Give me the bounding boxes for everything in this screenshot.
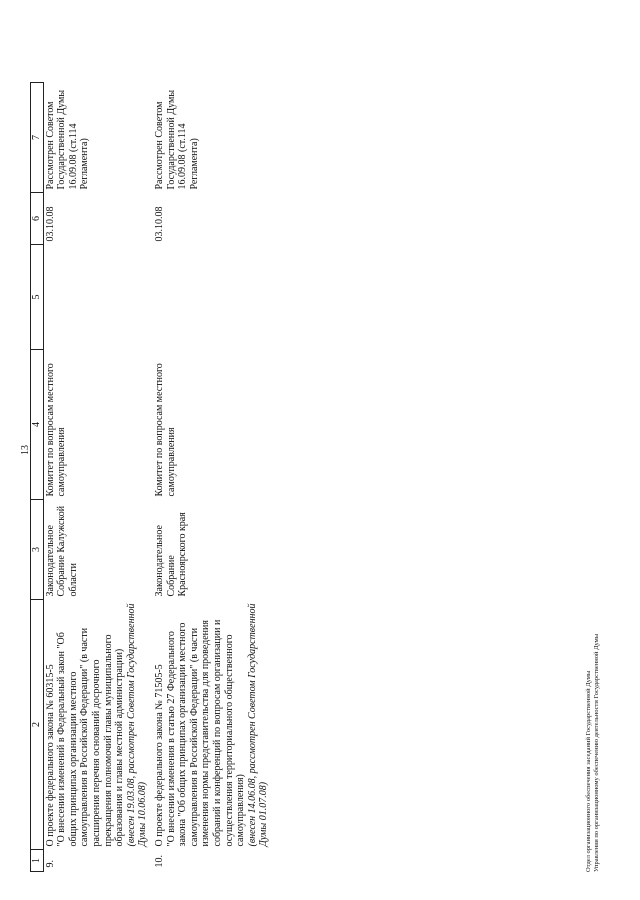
- table-row: [153, 83, 274, 872]
- committee-cell: Комитет по вопросам местного самоуправления: [153, 363, 177, 497]
- status-cell: Рассмотрен Советом Государственной Думы 16.09.08 (ст.114 Регламента): [153, 89, 200, 190]
- column-header: 1: [31, 850, 44, 872]
- page-number: 13: [20, 445, 31, 455]
- col5-cell: [153, 245, 274, 350]
- row-number: 9.: [44, 860, 56, 868]
- agenda-table: [30, 82, 274, 872]
- bill-description: "О внесении изменения в статью 27 Федерального закона "Об общих принципах организации местного самоуправления в Российской Федерации" (в части изменения нормы представительства для проведения собраний и конференций по вопросам организации и осуществления территориального общественного самоуправления): [165, 619, 247, 847]
- column-header: 6: [31, 193, 44, 245]
- column-header: 4: [31, 350, 44, 500]
- bill-note: (внесен 19.03.08, рассмотрен Советом Государственной Думы 10.06.08): [125, 603, 149, 847]
- bill-cell: [153, 600, 274, 850]
- row-number: 10.: [153, 855, 165, 868]
- column-header-row: [31, 83, 44, 872]
- bill-description: "О внесении изменений в Федеральный закон "Об общих принципах организации местного самоуправления в Российской Федерации" (в части расширения перечня оснований досрочного прекращения полномочий главы муниципального образования и главы местной администрации): [56, 627, 126, 847]
- column-header: 2: [31, 600, 44, 850]
- footer-line: Отдел организационного обеспечения заседаний Государственной Думы: [585, 670, 592, 872]
- column-header: 3: [31, 500, 44, 600]
- col5-cell: [43, 245, 153, 350]
- footer-department: [585, 634, 601, 872]
- status-cell: Рассмотрен Советом Государственной Думы 16.09.08 (ст.114 Регламента): [44, 89, 91, 190]
- table-row: [43, 83, 153, 872]
- initiator-cell: Законодательное Собрание Красноярского края: [153, 512, 189, 597]
- date-cell: 03.10.08: [153, 206, 165, 242]
- bill-title: О проекте федерального закона № 60315-5: [44, 664, 56, 847]
- column-header: 7: [31, 83, 44, 193]
- column-header: 5: [31, 245, 44, 350]
- bill-cell: [43, 600, 153, 850]
- committee-cell: Комитет по вопросам местного самоуправления: [44, 363, 68, 497]
- footer-line: Управления по организационному обеспечению деятельности Государственной Думы: [593, 633, 600, 872]
- bill-note: (внесен 14.06.08, рассмотрен Советом Государственной Думы 01.07.08): [246, 603, 270, 847]
- date-cell: 03.10.08: [44, 206, 56, 242]
- bill-title: О проекте федерального закона № 71505-5: [153, 664, 165, 847]
- initiator-cell: Законодательное Собрание Калужской области: [44, 505, 79, 597]
